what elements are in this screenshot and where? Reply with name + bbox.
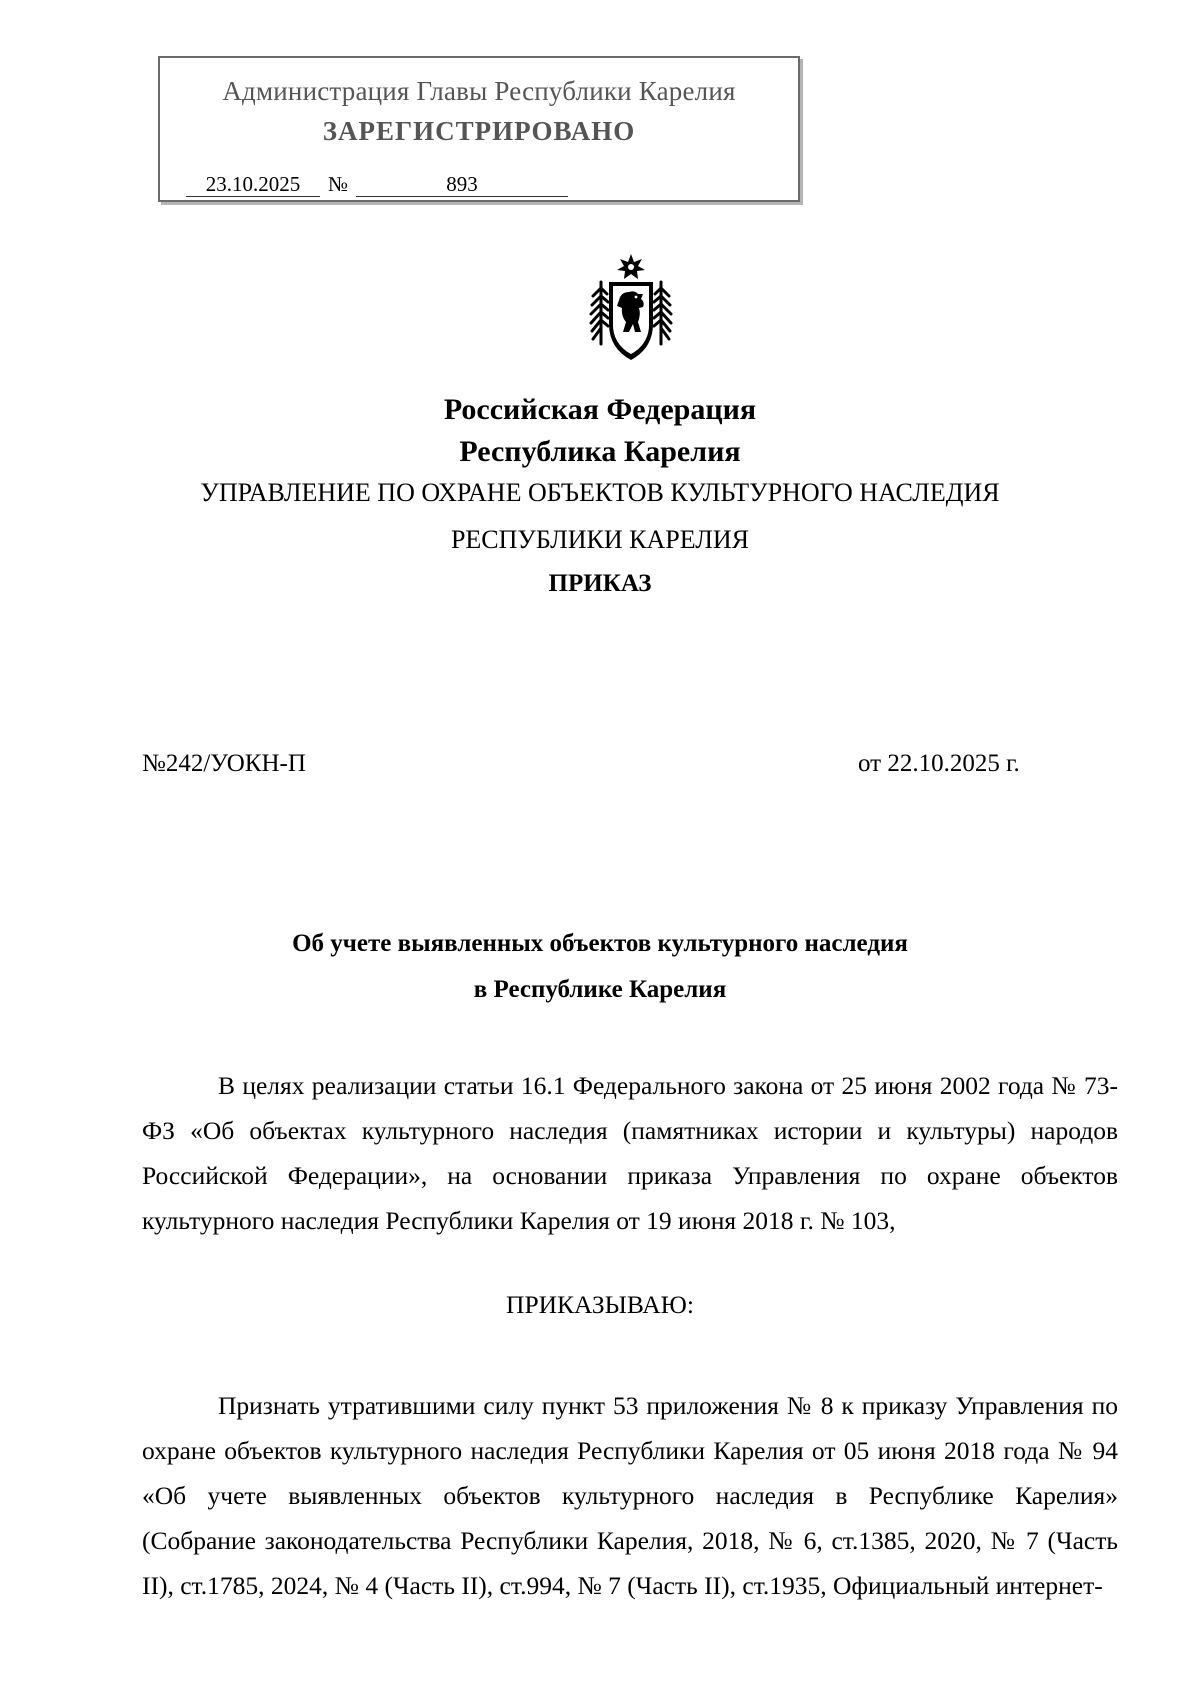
document-title-line2: в Республике Карелия bbox=[473, 976, 727, 1003]
registration-stamp bbox=[158, 56, 800, 202]
stamp-number: 893 bbox=[356, 172, 568, 197]
karelia-coat-of-arms-icon bbox=[583, 252, 679, 366]
stamp-number-label: № bbox=[328, 172, 349, 196]
document-title-line1: Об учете выявленных объектов культурного наследия bbox=[292, 930, 908, 957]
header-doc-type: ПРИКАЗ bbox=[548, 570, 652, 597]
stamp-registered-label: ЗАРЕГИСТРИРОВАНО bbox=[322, 116, 636, 146]
header-country: Российская Федерация bbox=[443, 393, 757, 426]
header-department-line2: РЕСПУБЛИКИ КАРЕЛИЯ bbox=[450, 525, 750, 554]
order-date: от 22.10.2025 г. bbox=[858, 750, 1020, 777]
body-paragraph-order: Признать утратившими силу пункт 53 приложения № 8 к приказу Управления по охране объектов культурного наследия Республики Карелия от 05 июня 2018 года № 94 «Об учете выявленных объектов культурного наследия в Республике Карелия» (Собрание законодательства Республики Карелия, 2018, № 6, ст.1385, 2020, № 7 (Часть II), ст.1785, 2024, № 4 (Часть II), ст.994, № 7 (Часть II), ст.1935, Официальный интернет- bbox=[142, 1391, 1118, 1600]
orders-word: ПРИКАЗЫВАЮ: bbox=[506, 1290, 694, 1319]
body-paragraph-preamble: В целях реализации статьи 16.1 Федерального закона от 25 июня 2002 года № 73-ФЗ «Об объектах культурного наследия (памятниках истории и культуры) народов Российской Федерации», на основании приказа Управления по охране объектов культурного наследия Республики Карелия от 19 июня 2018 г. № 103, bbox=[142, 1071, 1118, 1235]
header-republic: Республика Карелия bbox=[459, 435, 741, 468]
order-number: №242/УОКН-П bbox=[142, 750, 306, 777]
stamp-date: 23.10.2025 bbox=[186, 172, 320, 197]
header-department-line1: УПРАВЛЕНИЕ ПО ОХРАНЕ ОБЪЕКТОВ КУЛЬТУРНОГО НАСЛЕДИЯ bbox=[200, 478, 1000, 507]
stamp-authority: Администрация Главы Республики Карелия bbox=[222, 76, 736, 106]
